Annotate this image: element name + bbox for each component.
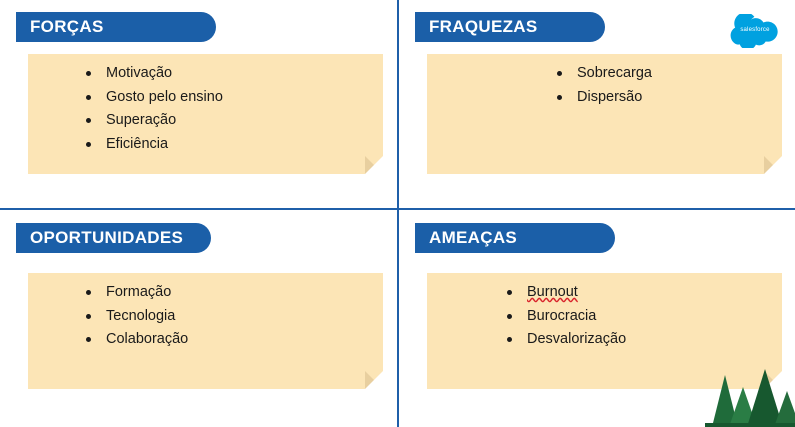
quadrant-fraquezas-list — [427, 54, 782, 113]
list-item: Colaboração — [106, 332, 373, 356]
quadrant-ameacas-list — [427, 273, 782, 356]
quadrant-forcas-title: FORÇAS — [30, 17, 104, 36]
quadrant-fraquezas-note — [427, 54, 782, 174]
list-item: Eficiência — [106, 137, 373, 161]
quadrant-forcas — [0, 0, 397, 208]
list-item: Burnout — [527, 285, 772, 309]
quadrant-ameacas — [399, 211, 795, 419]
horizontal-divider — [0, 208, 795, 210]
list-item: Motivação — [106, 66, 373, 90]
quadrant-forcas-banner — [16, 12, 216, 42]
note-fold-icon — [764, 156, 782, 174]
list-item: Sobrecarga — [577, 66, 772, 90]
quadrant-fraquezas-banner — [415, 12, 605, 42]
quadrant-fraquezas-title: FRAQUEZAS — [429, 17, 538, 36]
note-fold-icon — [365, 156, 383, 174]
list-item: Burocracia — [527, 309, 772, 333]
salesforce-wordmark: salesforce — [740, 27, 770, 33]
list-item: Formação — [106, 285, 373, 309]
list-item: Desvalorização — [527, 332, 772, 356]
quadrant-oportunidades — [0, 211, 397, 419]
quadrant-ameacas-note — [427, 273, 782, 389]
quadrant-oportunidades-title: OPORTUNIDADES — [30, 228, 184, 247]
list-item: Superação — [106, 113, 373, 137]
quadrant-oportunidades-banner — [16, 223, 211, 253]
note-fold-icon — [764, 371, 782, 389]
list-item: Dispersão — [577, 90, 772, 114]
quadrant-ameacas-title: AMEAÇAS — [429, 228, 518, 247]
list-item: Gosto pelo ensino — [106, 90, 373, 114]
list-item: Tecnologia — [106, 309, 373, 333]
quadrant-forcas-list — [28, 54, 383, 160]
quadrant-oportunidades-list — [28, 273, 383, 356]
quadrant-ameacas-banner — [415, 223, 615, 253]
quadrant-oportunidades-note — [28, 273, 383, 389]
note-fold-icon — [365, 371, 383, 389]
quadrant-forcas-note — [28, 54, 383, 174]
salesforce-logo — [730, 14, 780, 48]
